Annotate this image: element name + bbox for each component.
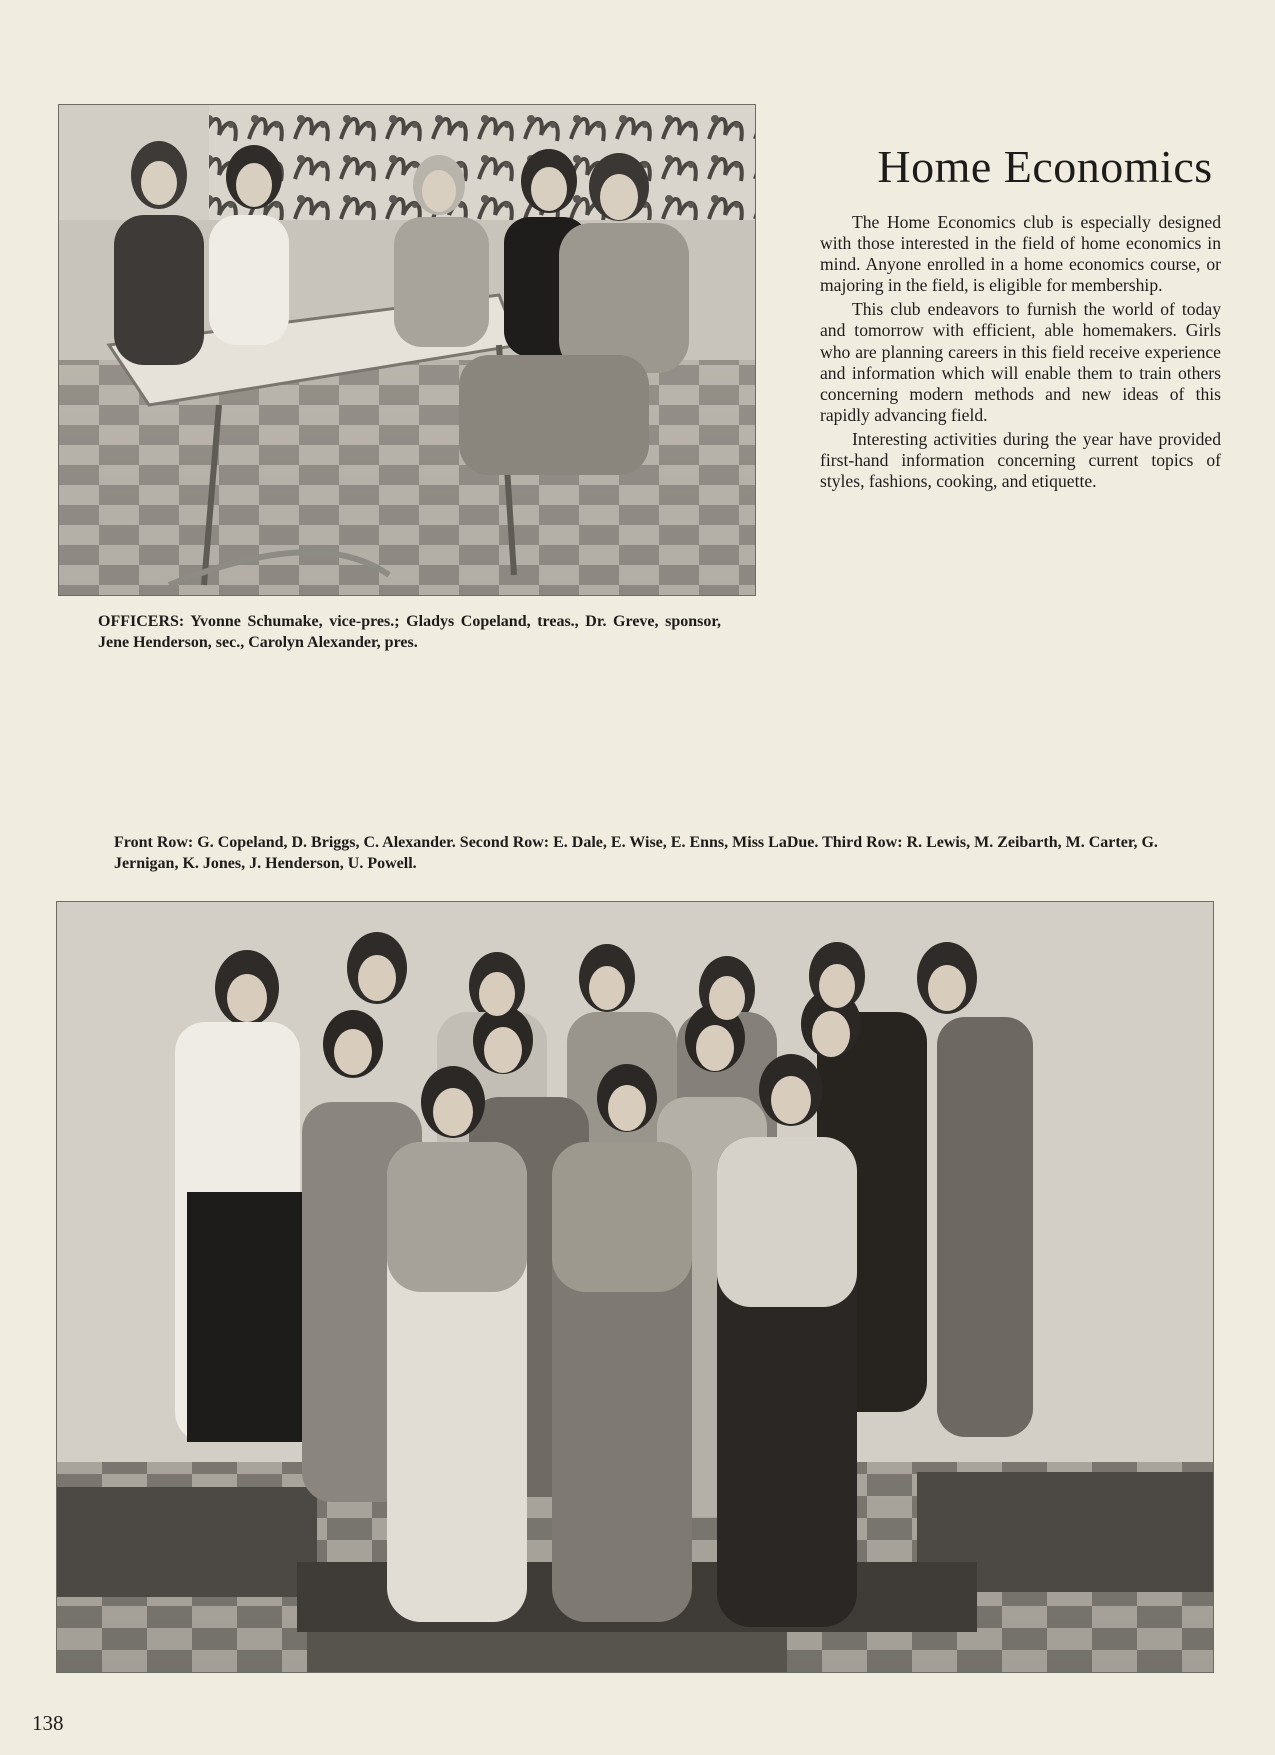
officers-caption: OFFICERS: Yvonne Schumake, vice-pres.; Gladys Copeland, treas., Dr. Greve, sponsor, Jene Henderson, sec., Carolyn Alexander, pres.: [98, 613, 721, 651]
group-caption: Front Row: G. Copeland, D. Briggs, C. Alexander. Second Row: E. Dale, E. Wise, E. Enns, Miss LaDue. Third Row: R. Lewis, M. Zeibarth, M. Carter, G. Jernigan, K. Jones, J. Henderson, U. Powell.: [114, 834, 1158, 872]
description-paragraph-2: This club endeavors to furnish the world of today and tomorrow with efficient, able homemakers. Girls who are planning careers in this field receive experience and information which will enable them to train others concerning modern methods and new ideas of this rapidly advancing field.: [820, 299, 1221, 425]
group-photo: [56, 901, 1214, 1673]
club-description: [820, 212, 1221, 495]
group-photo-illustration: [57, 902, 1213, 1672]
officers-photo-illustration: [59, 105, 755, 595]
officers-photo: [58, 104, 756, 596]
description-paragraph-3: Interesting activities during the year have provided first-hand information concerning current topics of styles, fashions, cooking, and etiquette.: [820, 428, 1221, 492]
page-title: Home Economics: [877, 141, 1213, 192]
description-paragraph-1: The Home Economics club is especially designed with those interested in the field of home economics in mind. Anyone enrolled in a home economics course, or majoring in the field, is eligible for membership.: [820, 212, 1221, 296]
page-number: 138: [32, 1711, 64, 1735]
